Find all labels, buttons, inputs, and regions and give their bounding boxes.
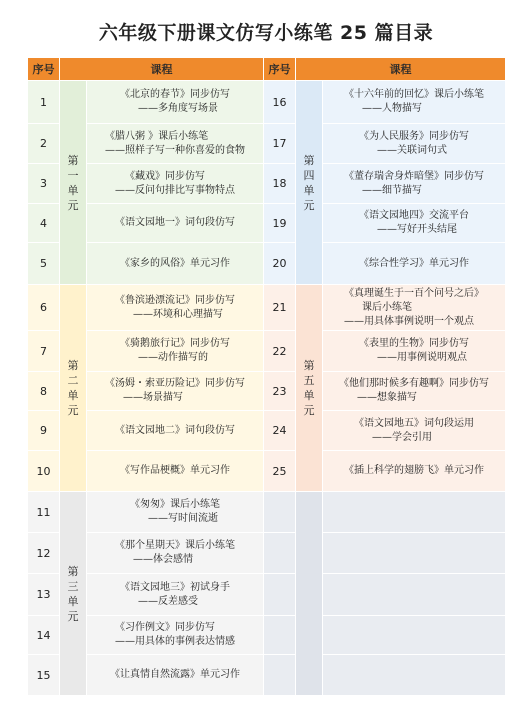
table-row (28, 204, 506, 243)
row-number: 1 (28, 81, 60, 124)
row-number: 10 (28, 451, 60, 492)
course-cell: 《综合性学习》单元习作 (323, 243, 506, 285)
table-row (28, 164, 506, 204)
row-number: 25 (264, 451, 296, 492)
header-course-left: 课程 (60, 58, 264, 81)
course-cell: 《插上科学的翅膀飞》单元习作 (323, 451, 506, 492)
table-row (28, 411, 506, 451)
row-number: 9 (28, 411, 60, 451)
course-cell: 《语文园地五》词句段运用 ——学会引用 (323, 411, 506, 451)
row-number: 5 (28, 243, 60, 285)
header-num-right: 序号 (264, 58, 296, 81)
course-cell: 《表里的生物》同步仿写 ——用事例说明观点 (323, 331, 506, 372)
table-row (28, 124, 506, 164)
row-number: 7 (28, 331, 60, 372)
course-cell: 《家乡的风俗》单元习作 (87, 243, 264, 285)
table-row (28, 372, 506, 411)
course-cell: 《语文园地四》交流平台 ——写好开头结尾 (323, 204, 506, 243)
row-number: 15 (28, 655, 60, 696)
course-cell: 《北京的春节》同步仿写 ——多角度写场景 (87, 81, 264, 124)
course-cell: 《写作品梗概》单元习作 (87, 451, 264, 492)
table-row (28, 243, 506, 285)
course-cell: 《腊八粥 》课后小练笔 ——照样子写一种你喜爱的食物 (87, 124, 264, 164)
row-number: 6 (28, 285, 60, 331)
table-row (28, 451, 506, 492)
course-cell: 《语文园地三》初试身手 ——反差感受 (87, 574, 264, 616)
unit-label-1: 第 一 单 元 (60, 81, 87, 285)
course-cell: 《他们那时候多有趣啊》同步仿写 ——想象描写 (323, 372, 506, 411)
row-number: 24 (264, 411, 296, 451)
course-cell: 《汤姆・索亚历险记》同步仿写 ——场景描写 (87, 372, 264, 411)
unit-label-5: 第 五 单 元 (296, 285, 323, 492)
empty-cell (264, 574, 296, 616)
course-cell: 《骑鹅旅行记》同步仿写 ——动作描写的 (87, 331, 264, 372)
table-row (28, 533, 506, 574)
course-cell: 《习作例文》同步仿写 ——用具体的事例表达情感 (87, 616, 264, 655)
course-cell: 《匆匆》课后小练笔 ——写时间流逝 (87, 492, 264, 533)
row-number: 21 (264, 285, 296, 331)
course-cell: 《十六年前的回忆》课后小练笔 ——人物描写 (323, 81, 506, 124)
empty-cell (264, 655, 296, 696)
table-row (28, 81, 506, 124)
row-number: 3 (28, 164, 60, 204)
row-number: 20 (264, 243, 296, 285)
empty-cell (323, 655, 506, 696)
course-cell: 《语文园地二》词句段仿写 (87, 411, 264, 451)
table-row (28, 492, 506, 533)
row-number: 19 (264, 204, 296, 243)
row-number: 11 (28, 492, 60, 533)
empty-cell (323, 533, 506, 574)
row-number: 22 (264, 331, 296, 372)
course-cell: 《让真情自然流露》单元习作 (87, 655, 264, 696)
table-row (28, 616, 506, 655)
row-number: 23 (264, 372, 296, 411)
course-cell: 《鲁滨逊漂流记》同步仿写 ——环境和心理描写 (87, 285, 264, 331)
catalog-table (27, 57, 506, 696)
empty-cell (264, 616, 296, 655)
page-title: 六年级下册课文仿写小练笔 25 篇目录 (98, 22, 434, 44)
unit-label-3: 第 三 单 元 (60, 492, 87, 696)
unit-label-2: 第 二 单 元 (60, 285, 87, 492)
header-row (28, 58, 506, 81)
empty-cell (264, 492, 296, 533)
course-cell: 《真理诞生于一百个问号之后》 课后小练笔 ——用具体事例说明一个观点 (323, 285, 506, 331)
table-row (28, 331, 506, 372)
row-number: 17 (264, 124, 296, 164)
row-number: 4 (28, 204, 60, 243)
empty-cell (264, 533, 296, 574)
empty-cell (323, 574, 506, 616)
empty-cell (323, 492, 506, 533)
row-number: 16 (264, 81, 296, 124)
course-cell: 《那个星期天》课后小练笔 ——体会感情 (87, 533, 264, 574)
row-number: 8 (28, 372, 60, 411)
unit-label-4: 第 四 单 元 (296, 81, 323, 285)
table-row (28, 285, 506, 331)
row-number: 12 (28, 533, 60, 574)
header-num-left: 序号 (28, 58, 60, 81)
row-number: 14 (28, 616, 60, 655)
empty-cell (323, 616, 506, 655)
course-cell: 《语文园地一》词句段仿写 (87, 204, 264, 243)
row-number: 2 (28, 124, 60, 164)
table-row (28, 574, 506, 616)
course-cell: 《为人民服务》同步仿写 ——关联词句式 (323, 124, 506, 164)
table-row (28, 655, 506, 696)
row-number: 13 (28, 574, 60, 616)
course-cell: 《董存瑞舍身炸暗堡》同步仿写 ——细节描写 (323, 164, 506, 204)
course-cell: 《藏戏》同步仿写 ——反问句排比写事物特点 (87, 164, 264, 204)
header-course-right: 课程 (296, 58, 506, 81)
row-number: 18 (264, 164, 296, 204)
empty-unit-cell (296, 492, 323, 696)
